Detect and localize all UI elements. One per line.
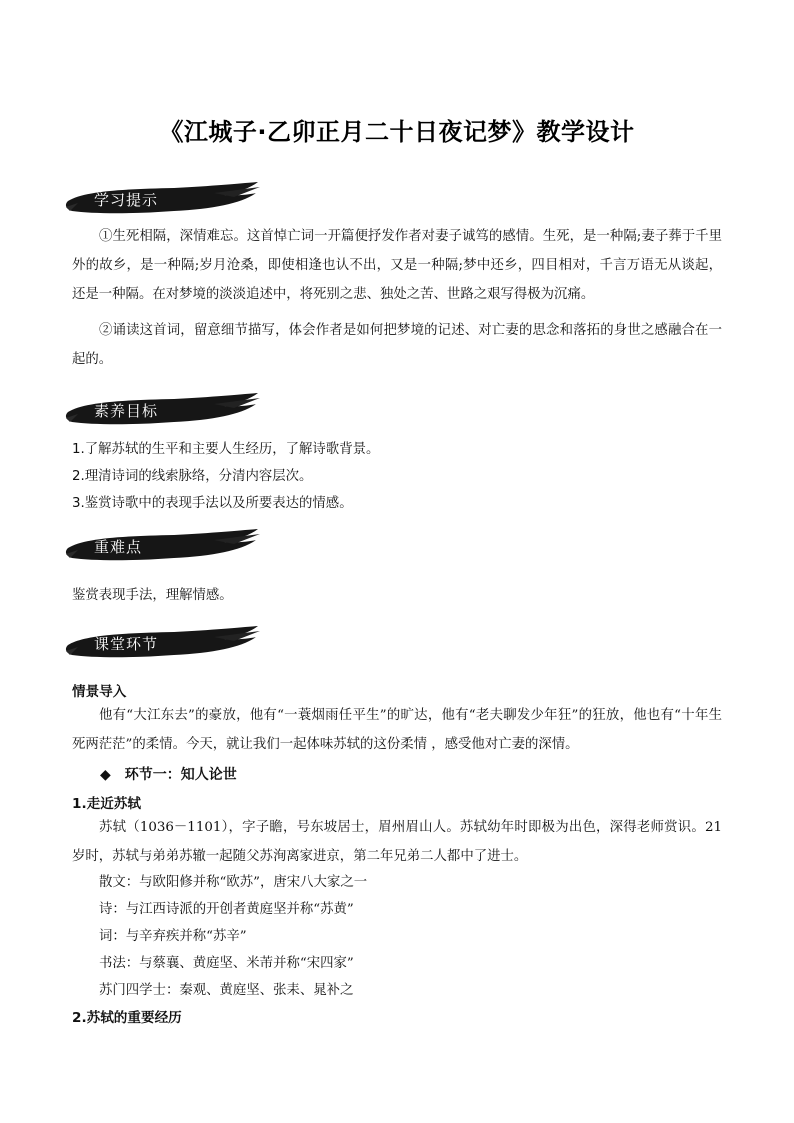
fact-line: 苏门四学士：秦观、黄庭坚、张耒、晁补之 — [99, 983, 354, 998]
step-title: 环节一：知人论世 — [124, 767, 237, 783]
fact-line: 书法：与蔡襄、黄庭坚、米芾并称“宋四家” — [99, 956, 354, 971]
fact-line: 诗：与江西诗派的开创者黄庭坚并称“苏黄” — [99, 902, 354, 917]
fact-line: 词：与辛弃疾并称“苏辛” — [99, 929, 247, 944]
body-text: 鉴赏表现手法，理解情感。 — [72, 588, 233, 603]
diamond-bullet-icon: ◆ — [100, 767, 111, 783]
subheading: 1.走近苏轼 — [72, 796, 141, 812]
paragraph: 苏轼（1036－1101），字子瞻，号东坡居士，眉州眉山人。苏轼幼年时即极为出色，深得老师赏识。21岁时，苏轼与弟弟苏辙一起随父苏洵离家进京，第二年兄弟二人都中了进士。 — [72, 820, 722, 864]
list-item: 1.了解苏轼的生平和主要人生经历，了解诗歌背景。 — [72, 442, 380, 457]
section-title: 素养目标 — [94, 402, 159, 420]
list-item: 3.鉴赏诗歌中的表现手法以及所要表达的情感。 — [72, 496, 353, 511]
paragraph: ①生死相隔，深情难忘。这首悼亡词一开篇便抒发作者对妻子诚笃的感情。生死，是一种隔;妻子葬于千里外的故乡，是一种隔;岁月沧桑，即使相逢也认不出，又是一种隔;梦中还乡，四目相对，千言万语无从谈起，还是一种隔。在对梦境的淡淡追述中，将死别之悲、独处之苦、世路之艰写得极为沉痛。 — [72, 229, 722, 302]
section-title: 重难点 — [94, 538, 143, 556]
section-title: 学习提示 — [94, 191, 159, 209]
section-banner-key — [64, 528, 260, 564]
document-title: 《江城子·乙卯正月二十日夜记梦》教学设计 — [159, 118, 635, 146]
subheading: 2.苏轼的重要经历 — [72, 1010, 182, 1026]
section-banner-class — [64, 625, 260, 661]
list-item: 2.理清诗词的线索脉络，分清内容层次。 — [72, 469, 313, 484]
section-title: 课堂环节 — [94, 635, 159, 653]
step-heading — [100, 764, 237, 784]
section-banner-tips — [64, 181, 260, 217]
paragraph: ②诵读这首词，留意细节描写，体会作者是如何把梦境的记述、对亡妻的思念和落拓的身世之感融合在一起的。 — [72, 323, 722, 367]
section-banner-goals — [64, 392, 260, 428]
subheading: 情景导入 — [72, 684, 127, 700]
paragraph: 他有“大江东去”的豪放，他有“一蓑烟雨任平生”的旷达，他有“老夫聊发少年狂”的狂放，他也有“十年生死两茫茫”的柔情。今天，就让我们一起体味苏轼的这份柔情 ，感受他对亡妻的深情。 — [72, 708, 722, 752]
fact-line: 散文：与欧阳修并称“欧苏”，唐宋八大家之一 — [99, 875, 368, 890]
